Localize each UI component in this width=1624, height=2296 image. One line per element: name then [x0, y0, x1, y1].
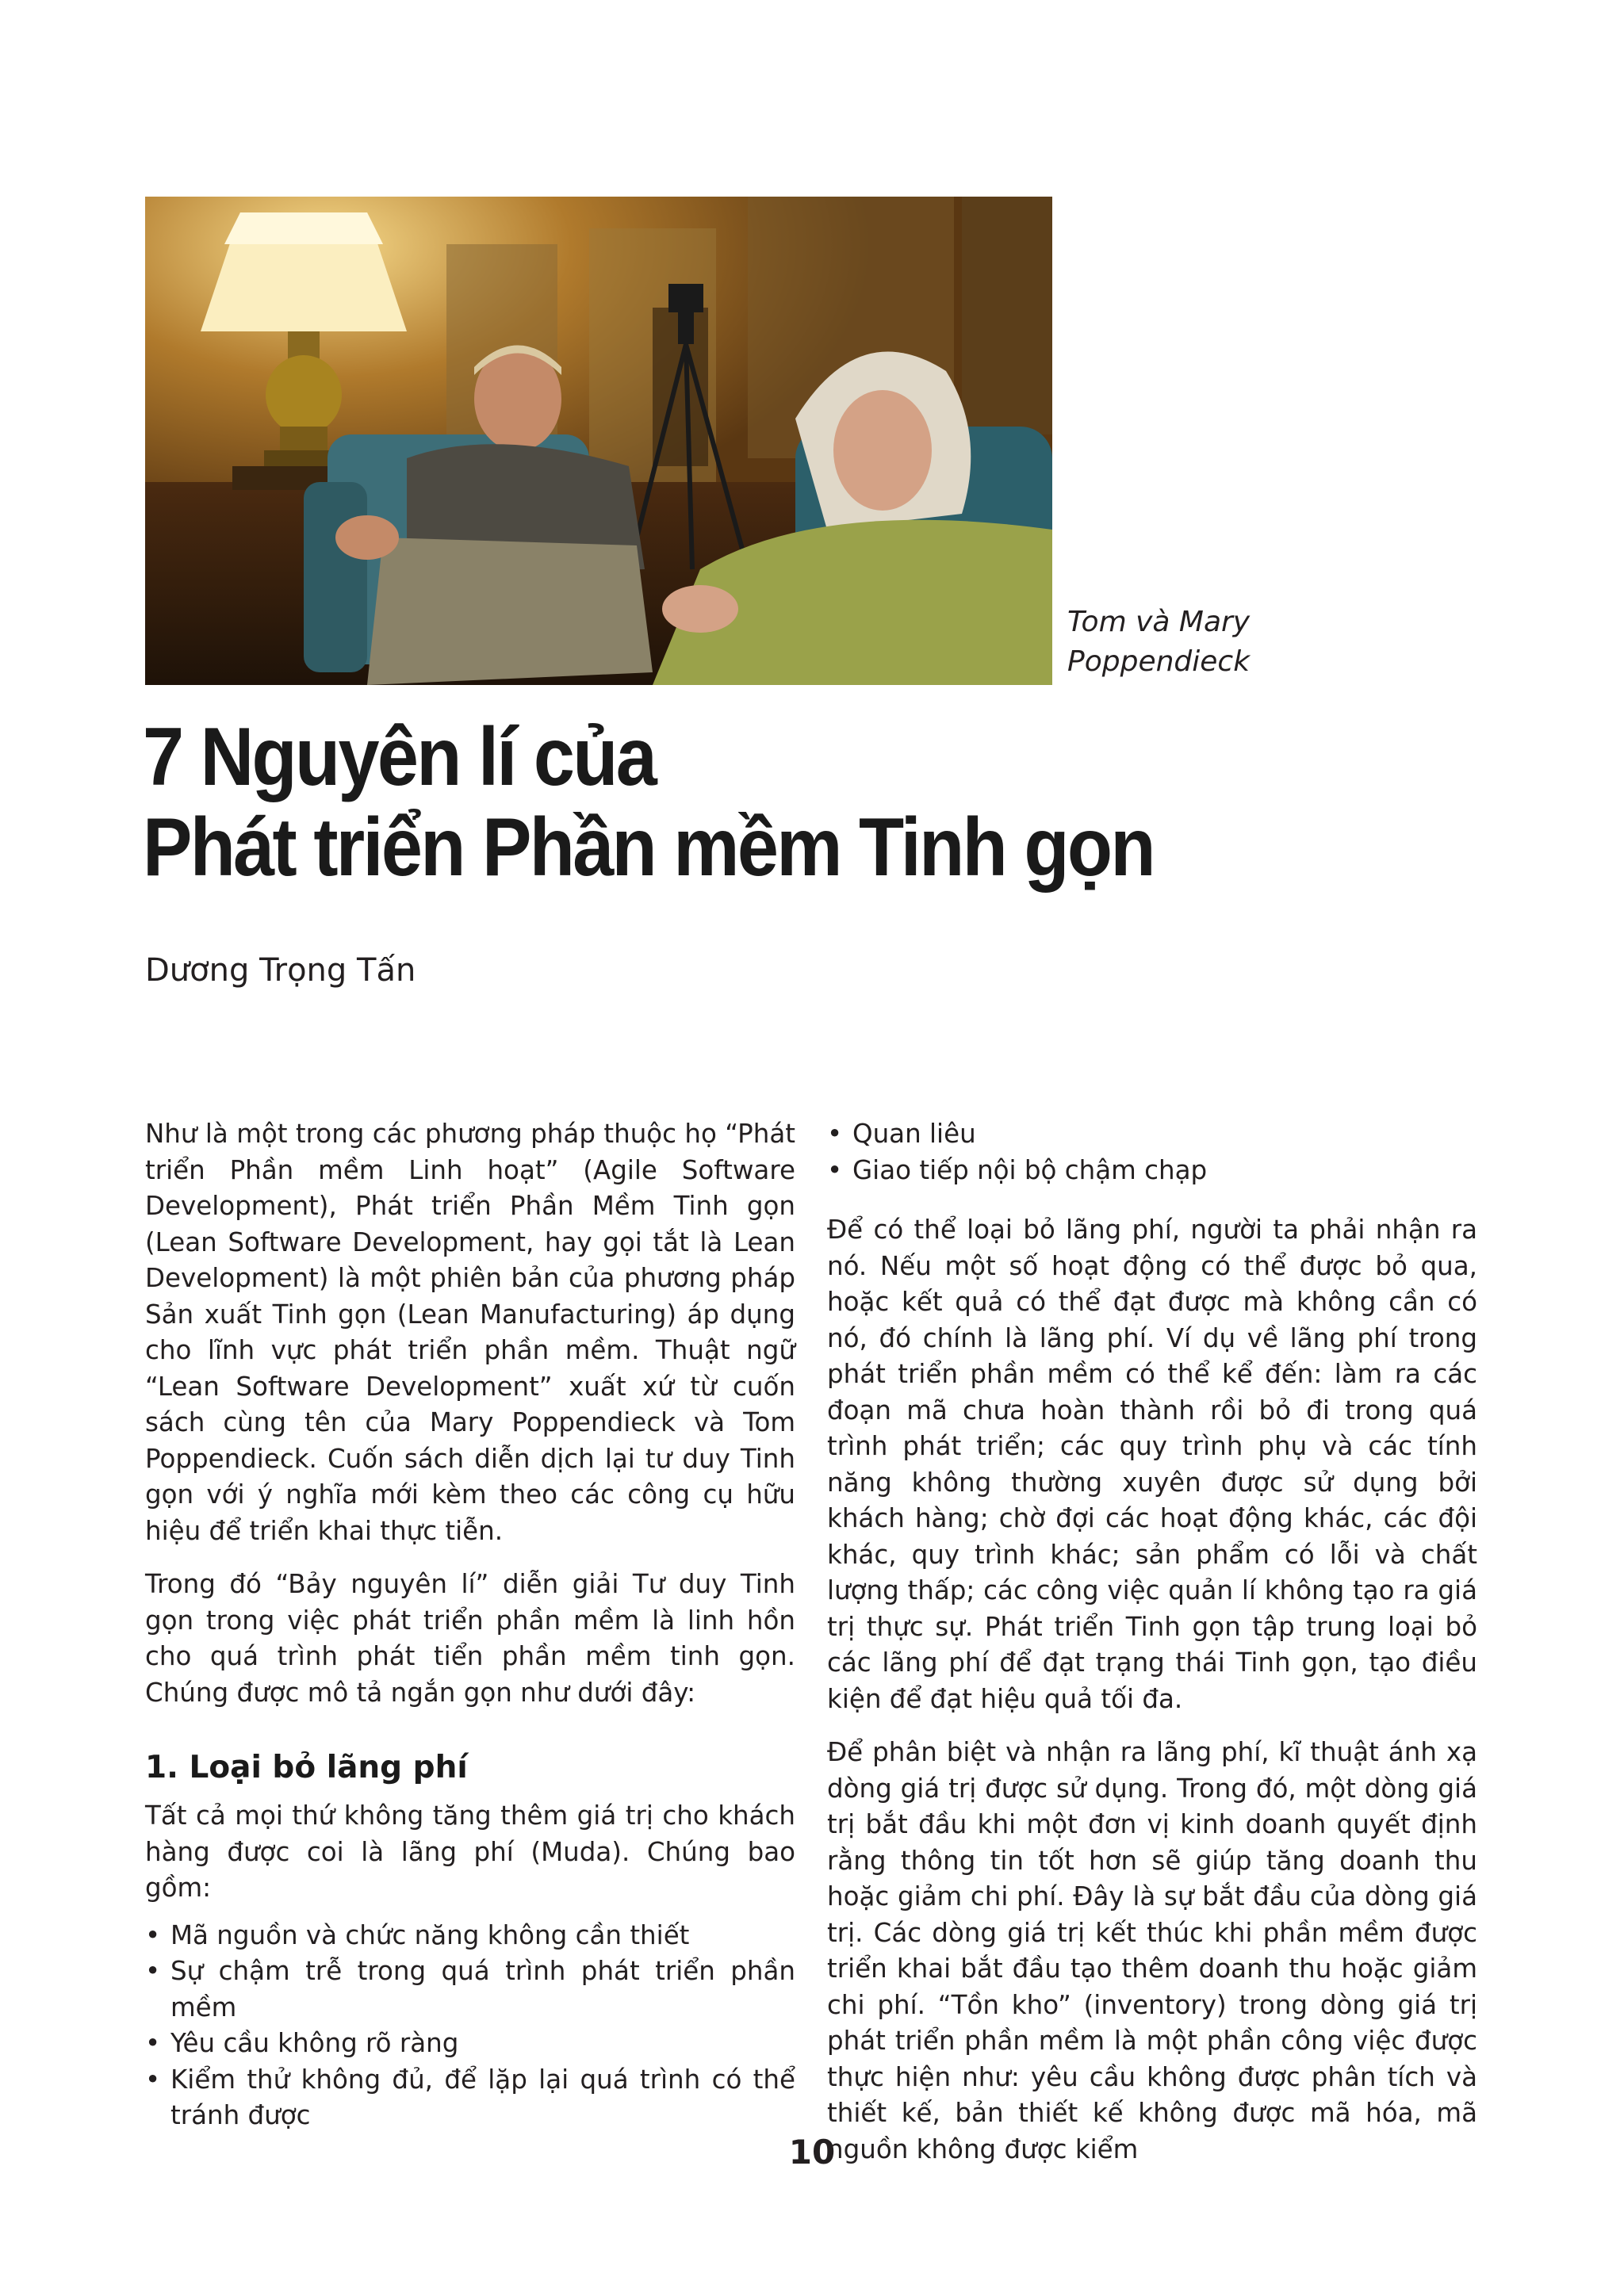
title-line-2: Phát triển Phần mềm Tinh gọn — [143, 802, 1154, 894]
title-line-1: 7 Nguyên lí của — [143, 711, 656, 803]
intro-paragraph: Như là một trong các phương pháp thuộc họ “Phát triển Phần mềm Linh hoạt” (Agile Software Development), Phát triển Phần Mềm Tinh gọn (Lean Software Development, hay gọi tắt là Lean Development) là một phiên bản của phương pháp Sản xuất Tinh gọn (Lean Manufacturing) áp dụng cho lĩnh vực phát triển phần mềm. Thuật ngữ “Lean Software Development” xuất xứ từ cuốn sách cùng tên của Mary Poppendieck và Tom Poppendieck. Cuốn sách diễn dịch lại tư duy Tinh gọn với ý nghĩa mới kèm theo các công cụ hữu hiệu để triển khai thực tiễn. — [145, 1119, 795, 1546]
body-paragraph: Để có thể loại bỏ lãng phí, người ta phải nhận ra nó. Nếu một số hoạt động có thể được bỏ qua, hoặc kết quả có thể đạt được mà không cần có nó, đó chính là lãng phí. Ví dụ về lãng phí trong phát triển phần mềm có thể kể đến: làm ra các đoạn mã chưa hoàn thành rồi bỏ đi trong quá trình phát triển; các quy trình phụ và các tính năng không thường xuyên được sử dụng bởi khách hàng; chờ đợi các hoạt động khác, các đội khác, quy trình khác; sản phẩm có lỗi và chất lượng thấp; các công việc quản lí không tạo ra giá trị thực sự. Phát triển Tinh gọn tập trung loại bỏ các lãng phí để đạt trạng thái Tinh gọn, tạo điều kiện để đạt hiệu quả tối đa. — [827, 1215, 1477, 1714]
waste-list — [145, 1918, 795, 2134]
bullet-icon: • — [827, 1154, 843, 1185]
body-paragraph: Để phân biệt và nhận ra lãng phí, kĩ thuật ánh xạ dòng giá trị được sử dụng. Trong đó, một dòng giá trị bắt đầu khi một đơn vị kinh doanh quyết định rằng thông tin tốt hơn sẽ giúp tăng doanh thu hoặc giảm chi phí. Đây là sự bắt đầu của dòng giá trị. Các dòng giá trị kết thúc khi phần mềm được triển khai bắt đầu tạo thêm doanh thu hoặc giảm chi phí. “Tồn kho” (inventory) trong dòng giá trị phát triển phần mềm là một phần công việc được thực hiện như: yêu cầu không được phân tích và thiết kế, bản thiết kế không được mã hóa, mã nguồn không được kiểm — [827, 1737, 1477, 2164]
list-item: • Sự chậm trễ trong quá trình phát triển phần mềm — [145, 1954, 795, 2026]
page-number: 10 — [788, 2133, 836, 2172]
list-item: • Giao tiếp nội bộ chậm chạp — [827, 1153, 1477, 1189]
body-paragraph: Tất cả mọi thứ không tăng thêm giá trị cho khách hàng được coi là lãng phí (Muda). Chúng bao gồm: — [145, 1800, 795, 1903]
bullet-icon: • — [827, 1119, 843, 1149]
author-name: Dương Trọng Tấn — [145, 952, 416, 989]
caption-line: Tom và Mary — [1067, 606, 1251, 638]
photo-image — [145, 197, 1052, 685]
bullet-icon: • — [145, 2028, 161, 2058]
body-paragraph: Trong đó “Bảy nguyên lí” diễn giải Tư duy Tinh gọn trong việc phát triển phần mềm là linh hồn cho quá trình phát tiển phần mềm tinh gọn. Chúng được mô tả ngắn gọn như dưới đây: — [145, 1569, 795, 1708]
photo-caption — [1067, 603, 1385, 682]
list-item: • Mã nguồn và chức năng không cần thiết — [145, 1918, 795, 1954]
caption-line: Poppendieck — [1067, 645, 1251, 678]
list-item: • Quan liêu — [827, 1116, 1477, 1153]
list-item: • Kiểm thử không đủ, để lặp lại quá trình có thể tránh được — [145, 2062, 795, 2134]
bullet-icon: • — [145, 2064, 161, 2095]
section-heading: 1. Loại bỏ lãng phí — [145, 1750, 468, 1785]
bullet-icon: • — [145, 1919, 161, 1950]
bullet-icon: • — [145, 1956, 161, 1986]
article-photo — [145, 197, 1052, 685]
left-column — [145, 1116, 795, 2152]
article-title — [143, 712, 1356, 893]
list-item: • Yêu cầu không rõ ràng — [145, 2026, 795, 2062]
waste-list-continued — [827, 1116, 1477, 1188]
right-column — [827, 1116, 1477, 2185]
